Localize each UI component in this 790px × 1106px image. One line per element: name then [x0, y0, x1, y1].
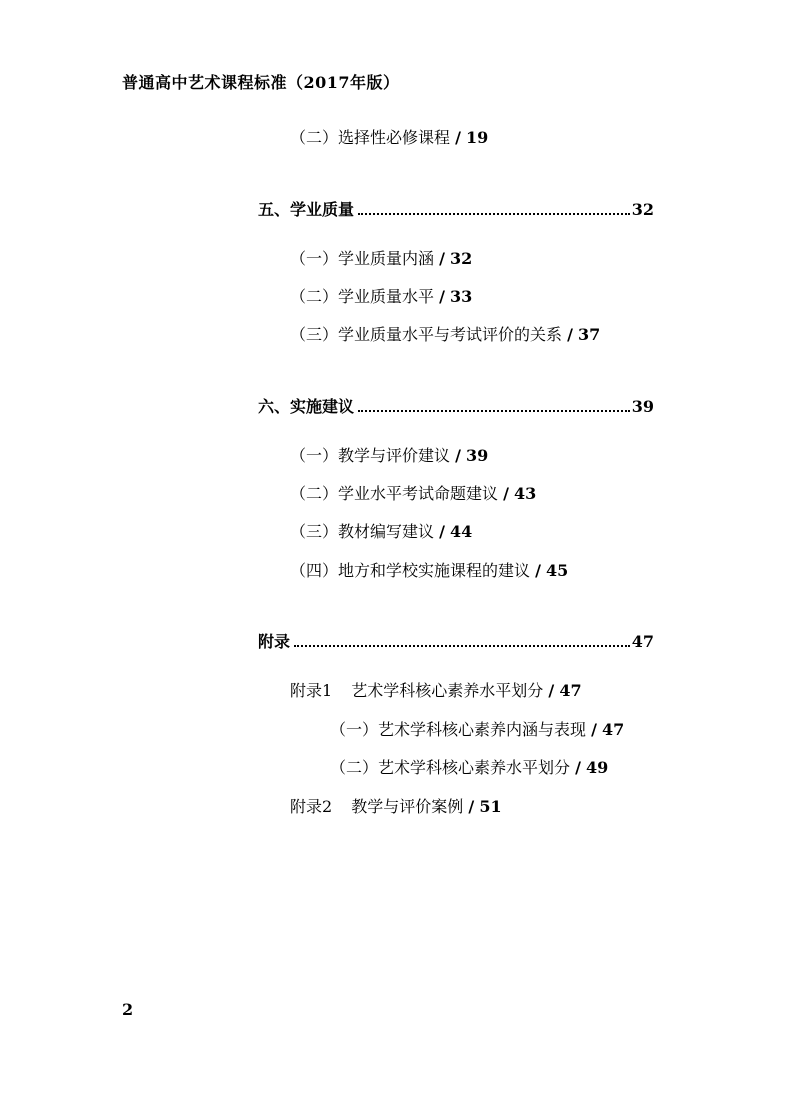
- toc-entry-page: 33: [450, 287, 473, 306]
- toc-appendix-2[interactable]: [290, 797, 502, 817]
- toc-entry[interactable]: [330, 758, 608, 778]
- toc-entry-label: （二）学业水平考试命题建议: [290, 484, 499, 503]
- toc-entry-label: （三）学业质量水平与考试评价的关系: [290, 325, 563, 344]
- toc-entry[interactable]: [290, 522, 472, 542]
- toc-section-title: 六、实施建议: [258, 397, 355, 416]
- toc-entry-label: （一）学业质量内涵: [290, 249, 435, 268]
- toc-entry-page: 37: [578, 325, 601, 344]
- toc-section-page: 32: [631, 200, 654, 219]
- toc-entry-label: （一）艺术学科核心素养内涵与表现: [330, 720, 587, 739]
- toc-entry-separator: /: [575, 758, 581, 777]
- toc-entry-page: 47: [602, 720, 625, 739]
- toc-entry-page: 45: [546, 561, 569, 580]
- toc-entry-separator: /: [439, 249, 445, 268]
- toc-entry-page: 32: [450, 249, 473, 268]
- toc-entry-separator: /: [439, 287, 445, 306]
- toc-section-title: 五、学业质量: [258, 200, 355, 219]
- toc-section-title: 附录: [258, 632, 291, 651]
- toc-appendix-number: 附录2: [290, 797, 333, 816]
- toc-entry-label: （二）选择性必修课程: [290, 128, 451, 147]
- toc-entry-separator: /: [591, 720, 597, 739]
- toc-entry-separator: /: [468, 797, 475, 816]
- toc-entry[interactable]: [330, 720, 624, 740]
- toc-entry-label: 艺术学科核心素养水平划分: [351, 681, 544, 700]
- toc-section-5[interactable]: [258, 200, 654, 220]
- toc-appendix-number: 附录1: [290, 681, 333, 700]
- toc-entry-separator: /: [439, 522, 445, 541]
- toc-section-page: 47: [631, 632, 654, 651]
- toc-entry[interactable]: [290, 128, 488, 148]
- toc-entry-page: 44: [450, 522, 473, 541]
- toc-entry-page: 47: [559, 681, 582, 700]
- toc-entry-separator: /: [548, 681, 555, 700]
- toc-entry[interactable]: [290, 325, 600, 345]
- toc-entry-page: 51: [479, 797, 502, 816]
- toc-entry[interactable]: [290, 561, 568, 581]
- toc-entry-separator: /: [535, 561, 541, 580]
- toc-entry-label: （二）学业质量水平: [290, 287, 435, 306]
- toc-entry-label: （三）教材编写建议: [290, 522, 435, 541]
- dot-leader: [358, 410, 630, 412]
- toc-section-page: 39: [631, 397, 654, 416]
- dot-leader: [358, 213, 630, 215]
- page-number: 2: [122, 1000, 134, 1019]
- toc-entry-page: 39: [466, 446, 489, 465]
- toc-entry-label: （二）艺术学科核心素养水平划分: [330, 758, 571, 777]
- toc-entry-label: （一）教学与评价建议: [290, 446, 451, 465]
- toc-entry-separator: /: [503, 484, 509, 503]
- toc-entry-label: 教学与评价案例: [351, 797, 464, 816]
- toc-appendix-1[interactable]: [290, 681, 582, 701]
- running-header: 普通高中艺术课程标准（2017年版）: [122, 73, 400, 92]
- toc-entry-page: 19: [466, 128, 489, 147]
- toc-entry-separator: /: [455, 446, 461, 465]
- toc-entry-label: （四）地方和学校实施课程的建议: [290, 561, 531, 580]
- dot-leader: [294, 645, 630, 647]
- toc-entry-separator: /: [567, 325, 573, 344]
- toc-entry-separator: /: [455, 128, 461, 147]
- toc-entry-page: 49: [586, 758, 609, 777]
- toc-section-appendix[interactable]: [258, 632, 654, 652]
- toc-entry[interactable]: [290, 249, 472, 269]
- toc-section-6[interactable]: [258, 397, 654, 417]
- toc-entry[interactable]: [290, 484, 536, 504]
- toc-entry-page: 43: [514, 484, 537, 503]
- toc-entry[interactable]: [290, 287, 472, 307]
- toc-entry[interactable]: [290, 446, 488, 466]
